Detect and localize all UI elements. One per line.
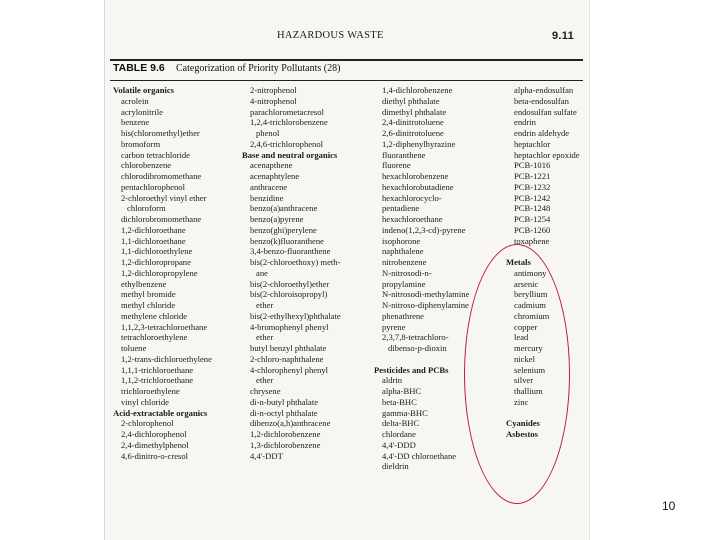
pollutant-entry: 3,4-benzo-fluoranthene [250, 246, 331, 257]
pollutant-entry: 1,1,1-trichloroethane [121, 364, 194, 375]
pollutant-entry: tetrachloroethylene [121, 332, 188, 343]
pollutant-entry: bis(2-ethylhexyl)phthalate [250, 310, 341, 321]
pollutant-entry: zinc [514, 396, 529, 407]
pollutant-entry: 1,3-dichlorobenzene [250, 439, 321, 450]
pollutant-entry: nitrobenzene [382, 257, 427, 267]
pollutant-entry: N-nitrosodi-n- [382, 267, 432, 278]
pollutant-entry: diethyl phthalate [382, 95, 440, 106]
pollutant-entry: nickel [514, 353, 535, 364]
pollutant-entry: 1,2-dichloropropane [121, 257, 191, 267]
pollutant-entry: copper [514, 321, 538, 332]
pollutant-column-1 [113, 85, 212, 461]
pollutant-entry: hexachlorobenzene [382, 171, 449, 181]
pollutant-entry: chlorodibromomethane [121, 171, 202, 181]
pollutant-entry: delta-BHC [382, 418, 420, 429]
pollutant-entry: carbon tetrachloride [121, 149, 190, 160]
pollutant-entry: bis(2-chloroisopropyl) [250, 289, 328, 300]
pollutant-entry: thallium [514, 386, 543, 396]
running-header: HAZARDOUS WASTE [277, 30, 384, 41]
pollutant-entry: beryllium [514, 289, 548, 300]
pollutant-entry: hexachlorocyclo- [382, 192, 442, 203]
pollutant-entry: gamma-BHC [382, 407, 428, 418]
pollutant-entry: chloroform [127, 203, 166, 214]
pollutant-entry: acenapthene [250, 160, 293, 171]
pollutant-entry: PCB-1260 [514, 224, 551, 235]
pollutant-entry: trichloroethylene [121, 386, 180, 396]
pollutant-entry: 1,2-trans-dichloroethylene [121, 353, 212, 364]
pollutant-entry: chlorobenzene [121, 160, 172, 171]
pollutant-entry: di-n-octyl phthalate [250, 407, 318, 418]
category-heading: Volatile organics [113, 85, 175, 95]
pollutant-entry: 1,1,2,3-tetrachloroethane [121, 321, 208, 332]
pollutant-entry: methyl chloride [121, 300, 176, 310]
pollutant-entry: 2,4,6-trichlorophenol [250, 138, 324, 149]
pollutant-entry: 1,1,2-trichloroethane [121, 375, 194, 386]
pollutant-entry: 2-chlorophenol [121, 418, 174, 429]
pollutant-entry: methylene chloride [121, 310, 188, 321]
pollutant-entry: selenium [514, 364, 546, 375]
pollutant-entry: beta-endosulfan [514, 95, 569, 106]
pollutant-entry: N-nitroso-diphenylamine [382, 300, 469, 310]
pollutant-entry: fluoranthene [382, 149, 426, 160]
pollutant-entry: cadmium [514, 300, 546, 310]
pollutant-entry: parachlorometacresol [250, 106, 324, 117]
pollutant-entry: ethylbenzene [121, 278, 167, 289]
pollutant-entry: bis(2-chloroethyl)ether [250, 278, 330, 289]
pollutant-entry: 1,2-dichlorobenzene [250, 429, 321, 439]
pollutant-entry: 1,2-dichloroethane [121, 224, 186, 235]
caption-rule [110, 80, 583, 81]
pollutant-entry: bromoform [121, 138, 161, 149]
pollutant-entry: 2-chloroethyl vinyl ether [121, 192, 207, 203]
pollutant-entry: chlordane [382, 429, 416, 439]
pollutant-entry: 4,6-dinitro-o-cresol [121, 450, 189, 461]
pollutant-entry: 4,4'-DDD [382, 439, 416, 450]
pollutant-entry: acrylonitrile [121, 106, 163, 117]
pollutant-entry: beta-BHC [382, 396, 417, 407]
pollutant-entry: benzidine [250, 192, 284, 203]
table-label: TABLE 9.6 [113, 62, 165, 74]
pollutant-entry: toxaphene [514, 235, 550, 246]
pollutant-entry: bis(chloromethyl)ether [121, 128, 200, 138]
pollutant-entry: benzo(a)pyrene [250, 214, 304, 224]
pollutant-entry: propylamine [382, 278, 426, 289]
pollutant-entry: heptachlor [514, 138, 551, 149]
pollutant-entry: di-n-butyl phthalate [250, 396, 319, 407]
pollutant-entry: chromium [514, 310, 550, 321]
pollutant-entry: anthracene [250, 181, 288, 192]
pollutant-entry: mercury [514, 343, 543, 353]
pollutant-entry: pyrene [382, 321, 406, 332]
pollutant-entry: butyl benzyl phthalate [250, 343, 327, 353]
slide-page-number: 10 [662, 499, 676, 513]
pollutant-entry: ether [256, 300, 274, 310]
pollutant-entry: aldrin [382, 375, 403, 386]
pollutant-entry: 4-bromophenyl phenyl [250, 321, 329, 332]
pollutant-entry: PCB-1248 [514, 203, 551, 214]
pollutant-column-3 [374, 85, 469, 472]
pollutant-entry: phenathrene [382, 310, 424, 321]
pollutant-entry: hexachloroethane [382, 214, 443, 224]
pollutant-entry: 1,1-dichloroethane [121, 235, 186, 246]
pollutant-entry: benzo(ghi)perylene [250, 224, 317, 235]
pollutant-entry: 2,4-dichlorophenol [121, 429, 187, 439]
pollutant-entry: 4,4'-DDT [250, 450, 283, 461]
pollutant-entry: endrin aldehyde [514, 128, 570, 138]
pollutant-entry: dibenzo(a,h)anthracene [250, 418, 331, 429]
pollutant-entry: PCB-1232 [514, 181, 551, 192]
pollutant-entry: 1,4-dichlorobenzene [382, 85, 453, 95]
pollutant-entry: benzo(a)anthracene [250, 203, 318, 214]
pollutant-entry: PCB-1016 [514, 160, 551, 171]
category-heading: Base and neutral organics [242, 149, 338, 160]
pollutant-entry: endosulfan sulfate [514, 106, 577, 117]
pollutant-entry: 2,4-dinitrotoluene [382, 117, 444, 128]
category-heading: Acid-extractable organics [113, 407, 208, 418]
pollutant-entry: 2,4-dimethylphenol [121, 439, 189, 450]
pollutant-entry: vinyl chloride [121, 396, 169, 407]
pollutant-entry: phenol [256, 128, 280, 138]
pollutant-entry: N-nitrosodi-methylamine [382, 289, 470, 300]
top-rule [110, 59, 583, 61]
pollutant-entry: dimethyl phthalate [382, 106, 447, 117]
pollutant-entry: 1,2,4-trichlorobenzene [250, 117, 328, 128]
pollutant-entry: acrolein [121, 95, 149, 106]
pollutant-entry: PCB-1221 [514, 171, 551, 181]
pollutant-entry: acenaphtylene [250, 171, 300, 181]
pollutant-entry: benzo(k)fluoranthene [250, 235, 324, 246]
pollutant-column-2 [242, 85, 341, 461]
pollutant-entry: 4,4'-DD chloroethane [382, 450, 457, 461]
pollutant-entry: 1,2-diphenylhyrazine [382, 138, 456, 149]
pollutant-entry: fluorene [382, 160, 411, 171]
pollutant-entry: 2,3,7,8-tetrachloro- [382, 332, 449, 343]
pollutant-entry: pentadiene [382, 203, 420, 214]
pollutant-entry: methyl bromide [121, 289, 176, 300]
section-number: 9.11 [552, 30, 575, 42]
pollutant-entry: pentachlorophenol [121, 181, 185, 192]
pollutant-entry: ether [256, 375, 274, 386]
pollutant-entry: endrin [514, 117, 536, 128]
pollutant-entry: bis(2-chloroethoxy) meth- [250, 257, 341, 267]
pollutant-entry: 2,6-dinitrotoluene [382, 128, 444, 138]
pollutant-entry: hexachlorobutadiene [382, 181, 454, 192]
category-heading: Cyanides [506, 418, 540, 429]
pollutant-entry [374, 354, 469, 365]
pollutant-entry: alpha-BHC [382, 386, 422, 396]
category-heading: Metals [506, 257, 531, 267]
pollutant-entry: naphthalene [382, 246, 424, 257]
pollutant-entry: ane [256, 267, 268, 278]
pollutant-entry: arsenic [514, 278, 539, 289]
category-heading: Asbestos [506, 429, 538, 439]
pollutant-entry: ether [256, 332, 274, 343]
pollutant-entry: silver [514, 375, 534, 386]
table-caption: Categorization of Priority Pollutants (28) [176, 63, 341, 74]
pollutant-entry: lead [514, 332, 529, 343]
pollutant-entry: 4-chlorophenyl phenyl [250, 364, 329, 375]
pollutant-entry: alpha-endosulfan [514, 85, 574, 95]
pollutant-entry: isophorone [382, 235, 421, 246]
pollutant-entry: 2-chloro-naphthalene [250, 353, 324, 364]
pollutant-entry: PCB-1254 [514, 214, 551, 224]
pollutant-entry: 2-nitrophenol [250, 85, 297, 95]
pollutant-entry: dieldrin [382, 461, 409, 472]
pollutant-entry: dibenso-p-dioxin [388, 343, 447, 353]
pollutant-entry: chrysene [250, 386, 281, 396]
pollutant-entry: 4-nitrophenol [250, 95, 297, 106]
pollutant-entry: 1,2-dichloropropylene [121, 267, 198, 278]
metals-highlight-circle [464, 244, 570, 504]
pollutant-entry: toluene [121, 343, 147, 353]
pollutant-entry: PCB-1242 [514, 192, 551, 203]
pollutant-entry: indeno(1,2,3-cd)-pyrene [382, 224, 466, 235]
pollutant-entry: benzene [121, 117, 150, 128]
category-heading: Pesticides and PCBs [374, 364, 449, 375]
pollutant-entry: dichlorobromomethane [121, 214, 202, 224]
pollutant-entry: 1,1-dichloroethylene [121, 246, 193, 257]
pollutant-entry: antimony [514, 267, 547, 278]
pollutant-entry: heptachlor epoxide [514, 149, 580, 160]
